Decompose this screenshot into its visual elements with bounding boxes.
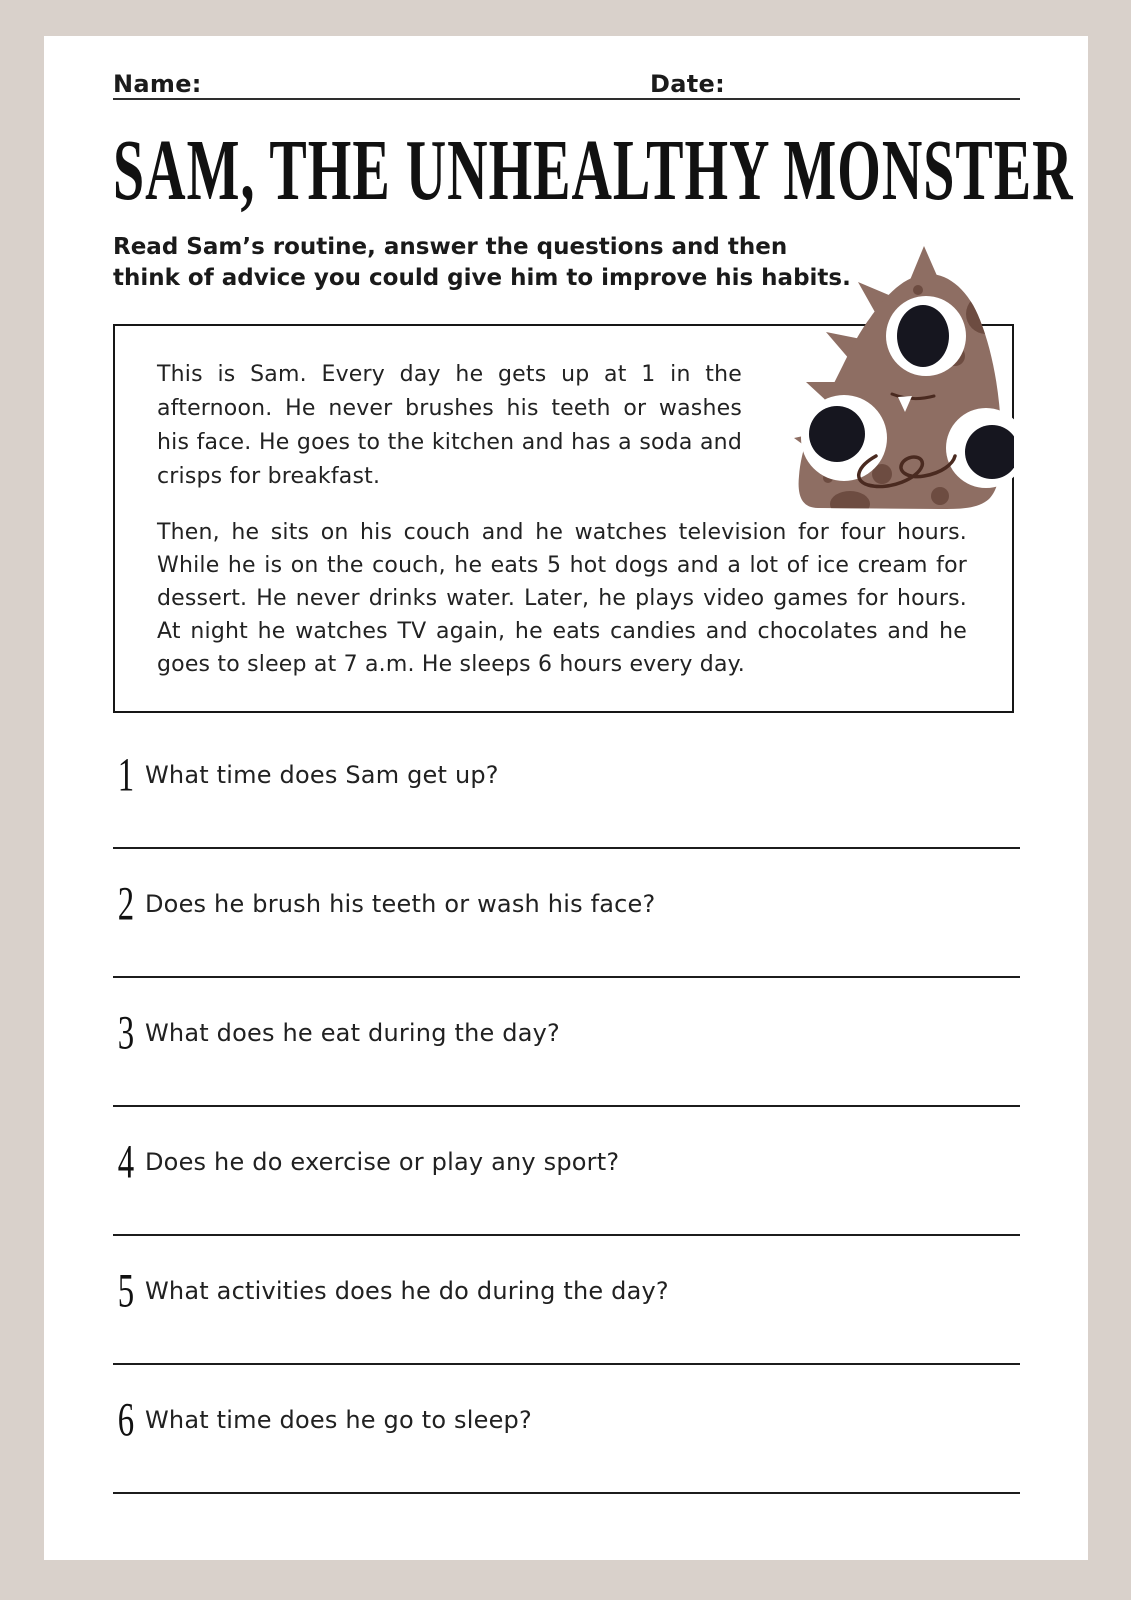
question-row	[113, 876, 1020, 930]
worksheet-paper	[44, 36, 1088, 1560]
question-number: 6	[117, 1392, 135, 1446]
question-text: Does he do exercise or play any sport?	[145, 1148, 620, 1176]
question-text: What activities does he do during the day?	[145, 1277, 669, 1305]
question-row	[113, 1392, 1020, 1446]
answer-line	[113, 1363, 1020, 1365]
name-date-row	[113, 70, 1020, 100]
passage-paragraph-1: This is Sam. Every day he gets up at 1 in the afternoon. He never brushes his teeth or washes his face. He goes to the kitchen and has a soda and crisps for breakfast.	[157, 362, 742, 489]
question-number: 5	[117, 1263, 135, 1317]
question-number: 4	[117, 1134, 135, 1188]
instructions-line-2: think of advice you could give him to improve his habits.	[113, 265, 851, 291]
question-text: What time does Sam get up?	[145, 761, 499, 789]
answer-line	[113, 847, 1020, 849]
question-text: What time does he go to sleep?	[145, 1406, 532, 1434]
answer-line	[113, 1492, 1020, 1494]
instructions-line-1: Read Sam’s routine, answer the questions and then	[113, 234, 788, 260]
answer-line	[113, 1234, 1020, 1236]
question-number: 3	[117, 1005, 135, 1059]
question-row	[113, 747, 1020, 801]
question-number: 2	[117, 876, 135, 930]
passage-paragraph-2: Then, he sits on his couch and he watches television for four hours. While he is on the couch, he eats 5 hot dogs and a lot of ice cream for dessert. He never drinks water. Later, he plays video games for hours. At night he watches TV again, he eats candies and chocolates and he goes to sleep at 7 a.m. He sleeps 6 hours every day.	[157, 520, 967, 677]
monster-illustration	[792, 228, 1014, 510]
question-number: 1	[117, 747, 135, 801]
question-row	[113, 1134, 1020, 1188]
page-title: SAM, THE UNHEALTHY MONSTER	[113, 122, 1074, 220]
questions-section	[113, 747, 1020, 1494]
question-row	[113, 1005, 1020, 1059]
answer-line	[113, 976, 1020, 978]
answer-line	[113, 1105, 1020, 1107]
date-label: Date:	[650, 70, 725, 98]
question-text: What does he eat during the day?	[145, 1019, 560, 1047]
question-text: Does he brush his teeth or wash his face?	[145, 890, 656, 918]
name-label: Name:	[113, 70, 202, 98]
question-row	[113, 1263, 1020, 1317]
